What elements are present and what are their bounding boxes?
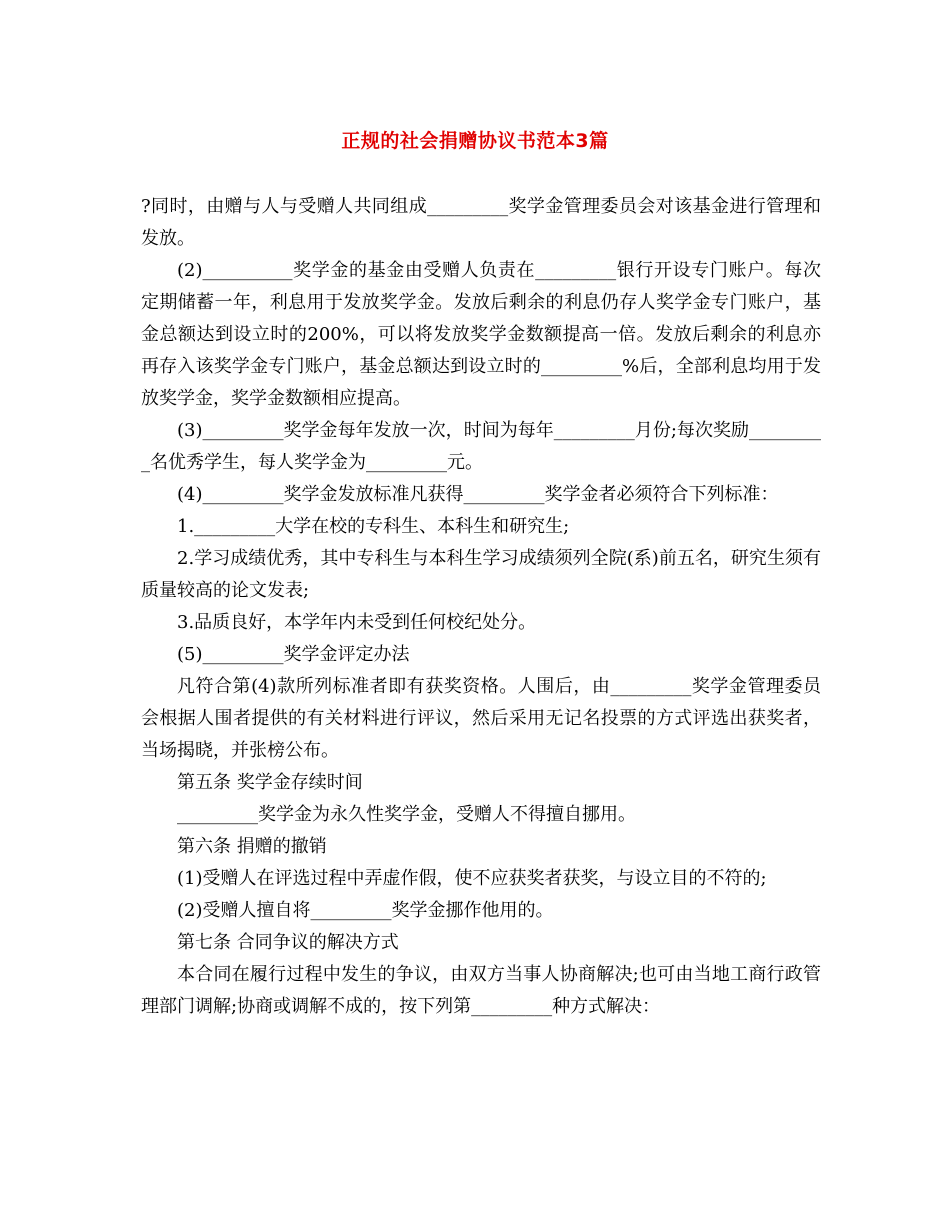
document-title: 正规的社会捐赠协议书范本3篇 xyxy=(341,130,609,152)
section-heading: 第五条 奖学金存续时间 xyxy=(177,772,363,793)
section-heading: 第七条 合同争议的解决方式 xyxy=(177,932,399,953)
paragraph: 凡符合第(4)款所列标准者即有获奖资格。人围后，由_________奖学金管理委员会根据人围者提供的有关材料进行评议，然后采用无记名投票的方式评选出获奖者，当场揭晓，并张榜公布。 xyxy=(141,676,821,761)
section-heading: 第六条 捐赠的撤销 xyxy=(177,836,327,857)
paragraph: _________奖学金为永久性奖学金，受赠人不得擅自挪用。 xyxy=(177,804,636,825)
paragraph: (3)_________奖学金每年发放一次，时间为每年_________月份;每次奖励_________名优秀学生，每人奖学金为_________元。 xyxy=(141,420,821,473)
paragraph: (2)__________奖学金的基金由受赠人负责在_________银行开设专门账户。每次定期储蓄一年，利息用于发放奖学金。发放后剩余的利息仍存人奖学金专门账户，基金总额达到设立时的200%，可以将发放奖学金数额提高一倍。发放后剩余的利息亦再存入该奖学金专门账户，基金总额达到设立时的_________%后，全部利息均用于发放奖学金，奖学金数额相应提高。 xyxy=(141,260,821,409)
paragraph: ?同时，由赠与人与受赠人共同组成_________奖学金管理委员会对该基金进行管理和发放。 xyxy=(141,196,821,249)
paragraph: (4)_________奖学金发放标准凡获得_________奖学金者必须符合下列标准： xyxy=(177,484,779,505)
paragraph: 2.学习成绩优秀，其中专科生与本科生学习成绩须列全院(系)前五名，研究生须有质量较高的论文发表; xyxy=(141,548,821,601)
paragraph: 3.品质良好，本学年内未受到任何校纪处分。 xyxy=(177,612,537,633)
paragraph: 本合同在履行过程中发生的争议，由双方当事人协商解决;也可由当地工商行政管理部门调解;协商或调解不成的，按下列第_________种方式解决： xyxy=(141,964,821,1017)
document-body xyxy=(141,191,821,1023)
paragraph: (2)受赠人擅自将_________奖学金挪作他用的。 xyxy=(177,900,554,921)
paragraph: (1)受赠人在评选过程中弄虚作假，使不应获奖者获奖，与设立目的不符的; xyxy=(177,868,767,889)
paragraph: (5)_________奖学金评定办法 xyxy=(177,644,410,665)
paragraph: 1._________大学在校的专科生、本科生和研究生; xyxy=(177,516,570,537)
